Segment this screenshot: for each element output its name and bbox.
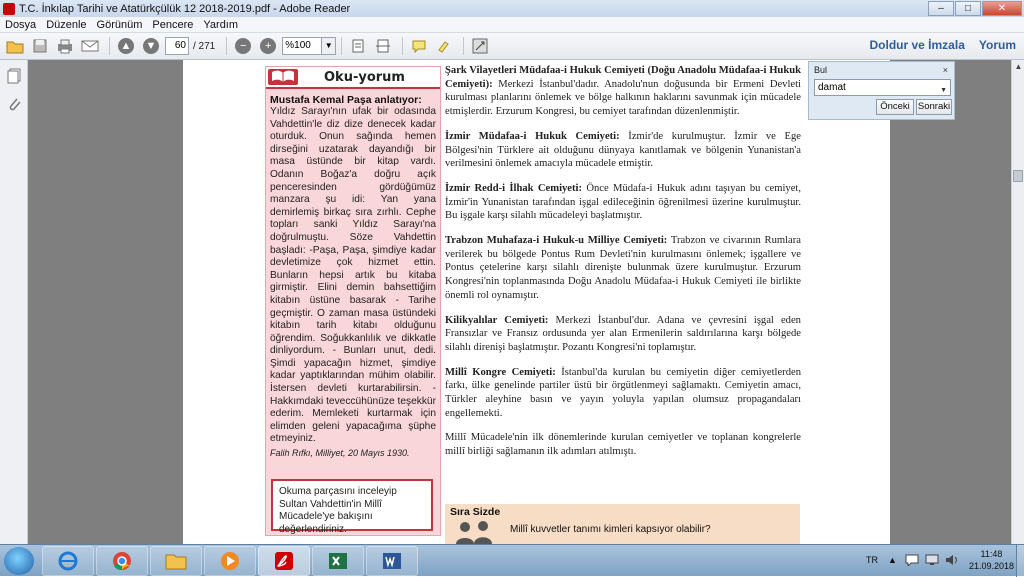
oku-yorum-subtitle: Mustafa Kemal Paşa anlatıyor:	[270, 94, 422, 106]
toolbar-separator	[226, 37, 227, 55]
find-previous-button[interactable]: Önceki	[876, 99, 914, 115]
title-bar	[0, 0, 1024, 17]
chrome-icon	[111, 550, 133, 572]
oku-yorum-title: Oku-yorum	[324, 69, 405, 85]
taskbar	[0, 544, 1024, 576]
paragraph-milli-kongre: Millî Kongre Cemiyeti: İstanbul'da kurulan bu cemiyetin diğer cemiyetlerden farkı, ülke genelinde partiler üstü bir örgütlenmeyi sağlamaktı. Cemiyetin amacı, Türkler aleyhine basın ve yayın yoluyla yapılan olumsuz propagandaları engellemekti.	[445, 366, 801, 419]
internet-explorer-icon	[57, 550, 79, 572]
find-dropdown-icon[interactable]: ▼	[940, 87, 947, 94]
navigation-pane	[0, 60, 28, 544]
toolbar-separator	[341, 37, 342, 55]
toolbar-separator	[463, 37, 464, 55]
sira-sizde-title: Sıra Sizde	[450, 506, 501, 518]
page-number-input[interactable]: 60	[165, 37, 189, 55]
minimize-button[interactable]: –	[928, 1, 954, 16]
clock-date: 21.09.2018	[968, 561, 1014, 571]
taskbar-adobe-reader[interactable]	[258, 546, 310, 576]
document-area[interactable]	[28, 60, 1011, 544]
attachments-icon[interactable]	[6, 96, 22, 112]
system-tray	[866, 548, 1014, 572]
menu-yardim[interactable]: Yardım	[203, 18, 239, 31]
next-page-icon[interactable]: ▼	[140, 36, 162, 56]
menu-pencere[interactable]: Pencere	[152, 18, 194, 31]
oku-yorum-box	[265, 66, 441, 536]
print-icon[interactable]	[54, 36, 76, 56]
find-panel	[808, 61, 955, 120]
language-indicator[interactable]: TR	[866, 555, 879, 565]
media-player-icon	[219, 550, 241, 572]
toolbar	[0, 33, 1024, 60]
taskbar-internet-explorer[interactable]	[42, 546, 94, 576]
toolbar-separator	[109, 37, 110, 55]
find-close-icon[interactable]: ×	[942, 65, 948, 75]
open-folder-icon[interactable]	[4, 36, 26, 56]
zoom-in-icon[interactable]: +	[257, 36, 279, 56]
menu-dosya[interactable]: Dosya	[5, 18, 37, 31]
paragraph-conclusion: Millî Mücadele'nin ilk dönemlerinde kurulan cemiyetler ve toplanan kongrelerle millî birliği sağlamanın ilk adımları atılmıştı.	[445, 432, 801, 458]
taskbar-excel[interactable]	[312, 546, 364, 576]
clock[interactable]	[969, 548, 1014, 572]
network-icon[interactable]	[925, 554, 939, 566]
open-book-icon	[268, 69, 298, 85]
full-screen-icon[interactable]	[469, 36, 491, 56]
pdf-page	[183, 60, 890, 544]
word-icon	[381, 550, 403, 572]
page-thumbnails-icon[interactable]	[6, 68, 22, 84]
show-desktop-button[interactable]	[1016, 545, 1024, 577]
taskbar-media-player[interactable]	[204, 546, 256, 576]
volume-icon[interactable]	[945, 554, 959, 566]
comment-icon[interactable]	[408, 36, 430, 56]
page-total: / 271	[193, 40, 216, 52]
clock-time: 11:48	[980, 549, 1003, 559]
oku-yorum-text: Yıldız Sarayı'nın ufak bir odasında Vahdettin'le diz dize denecek kadar oturduk. Onun sağında hemen dirseğini uzatarak dayandığı bir masa üstünde bir kitap vardı. Odanın Boğaz'a doğru açık penceresinden gördüğümüz manzara şu idi: Yan yana demirlemiş birkaç sıra zırhlı. Cephe topları sanki Yıldız Sarayı'na doğrulmuştu. Söze Vahdettin başladı: -Paşa, Paşa, şimdiye kadar devletimize çok hizmet ettin. Bunların hepsi artık bu kitaba girmiştir. Elini demin bahsettiğim kitabın üstüne basarak - Tarihe geçmiştir. O zaman masa üstündeki kitabın tarih kitabı olduğunu öğrendim. Soğukkanlılık ve dikkatle dinliyordum. - Bunları unut, dedi. Şimdi yapacağın hizmet, şimdiye kadar yaptıklarından mühim olabilir. İstersen devleti kurtarabilirsin. - Hakkımdaki teveccühünüze teşekkür ederim. Memleketi kurtarmak için elimden geleni yapacağıma şüphe etmeyiniz.	[270, 106, 436, 445]
save-icon[interactable]	[29, 36, 51, 56]
menu-bar	[0, 17, 1024, 33]
show-hidden-icons-icon[interactable]: ▲	[888, 555, 897, 565]
sira-sizde-question: Millî kuvvetler tanımı kimleri kapsıyor olabilir?	[510, 524, 711, 535]
maximize-button[interactable]: □	[955, 1, 981, 16]
find-label: Bul	[814, 65, 828, 75]
vertical-scrollbar[interactable]	[1011, 60, 1024, 544]
taskbar-file-explorer[interactable]	[150, 546, 202, 576]
previous-page-icon[interactable]: ▲	[115, 36, 137, 56]
oku-yorum-citation: Falih Rıfkı, Milliyet, 20 Mayıs 1930.	[270, 448, 410, 459]
folder-icon	[164, 551, 188, 571]
fit-width-icon[interactable]	[372, 36, 394, 56]
comment-panel-link[interactable]: Yorum	[978, 38, 1016, 52]
find-next-button[interactable]: Sonraki	[916, 99, 952, 115]
close-button[interactable]: ✕	[982, 1, 1022, 16]
excel-icon	[327, 550, 349, 572]
main-text-column	[445, 64, 801, 470]
action-center-icon[interactable]	[905, 554, 919, 566]
zoom-level-input[interactable]: %100	[282, 37, 322, 55]
adobe-reader-icon	[3, 3, 15, 15]
window-title: T.C. İnkılap Tarihi ve Atatürkçülük 12 2018-2019.pdf - Adobe Reader	[19, 2, 351, 15]
adobe-reader-icon	[273, 550, 295, 572]
fill-sign-link[interactable]: Doldur ve İmzala	[869, 38, 965, 52]
toolbar-separator	[402, 37, 403, 55]
paragraph-kilikyalilar: Kilikyalılar Cemiyeti: Merkezi İstanbul'dur. Adana ve çevresini işgal eden Fransızlar ve Fransız ordusunda yer alan Ermenilerin saldırılarına karşı bölgede silahlı direnişi başlatmıştır. Pozantı Kongresi'ni toplamıştır.	[445, 314, 801, 353]
zoom-dropdown-icon[interactable]: ▼	[322, 37, 336, 55]
people-icon	[453, 520, 499, 544]
sira-sizde-box	[445, 504, 800, 544]
scrollbar-thumb[interactable]	[1013, 170, 1023, 182]
menu-gorunum[interactable]: Görünüm	[96, 18, 143, 31]
oku-yorum-task: Okuma parçasını inceleyip Sultan Vahdettin'in Millî Mücadele'ye bakışını değerlendiriniz.	[271, 479, 433, 531]
email-icon[interactable]	[79, 36, 101, 56]
highlight-icon[interactable]	[433, 36, 455, 56]
menu-duzenle[interactable]: Düzenle	[46, 18, 87, 31]
find-input[interactable]: damat ▼	[814, 79, 951, 96]
scroll-up-icon[interactable]: ▲	[1014, 62, 1023, 71]
taskbar-word[interactable]	[366, 546, 418, 576]
paragraph-redd-i-ilhak: İzmir Redd-i İlhak Cemiyeti: Önce Müdafa-i Hukuk adını taşıyan bu cemiyet, İzmir'in Yunanistan tarafından işgal edileceğinin öğrenilmesi üzerine kurulmuştur. Bu işgale karşı silahlı mücadeleyi başlatmıştır.	[445, 182, 801, 222]
zoom-out-icon[interactable]: −	[232, 36, 254, 56]
start-button[interactable]	[4, 547, 34, 575]
fit-page-icon[interactable]	[347, 36, 369, 56]
taskbar-chrome[interactable]	[96, 546, 148, 576]
paragraph-sark-vilayetleri: Şark Vilayetleri Müdafaa-i Hukuk Cemiyeti (Doğu Anadolu Müdafaa-i Hukuk Cemiyeti): Merkezi İstanbul'dadır. Anadolu'nun doğusunda bir Ermeni Devleti kurulması planlarını önlemek ve bölge halkının haklarını savunmak için mücadele etmişlerdir. Erzurum Kongresi, bu cemiyet tarafından düzenlenmiştir.	[445, 65, 801, 118]
paragraph-trabzon: Trabzon Muhafaza-i Hukuk-u Milliye Cemiyeti: Trabzon ve civarının Rumlara verilerek bu bölgede Pontus Rum Devleti'nin kurulmasını önlemek; işgallere ve Pontus çetelerine karşı silahlı direnişte bulunmak üzere kurulmuştur. Erzurum Kongresi'nin toplanmasında Doğu Anadolu Müdafaa-i Hukuk Cemiyeti ile birlikte önemli rol oynamıştır.	[445, 235, 801, 301]
paragraph-izmir-mudafaa: İzmir Müdafaa-i Hukuk Cemiyeti: İzmir'de kurulmuştur. İzmir ve Ege Bölgesi'nin Türklere ait olduğunu dünyaya kanıtlamak ve bölgenin Yunanistan'a verilmesini önlemek amacıyla mücadele etmiştir.	[445, 130, 801, 170]
